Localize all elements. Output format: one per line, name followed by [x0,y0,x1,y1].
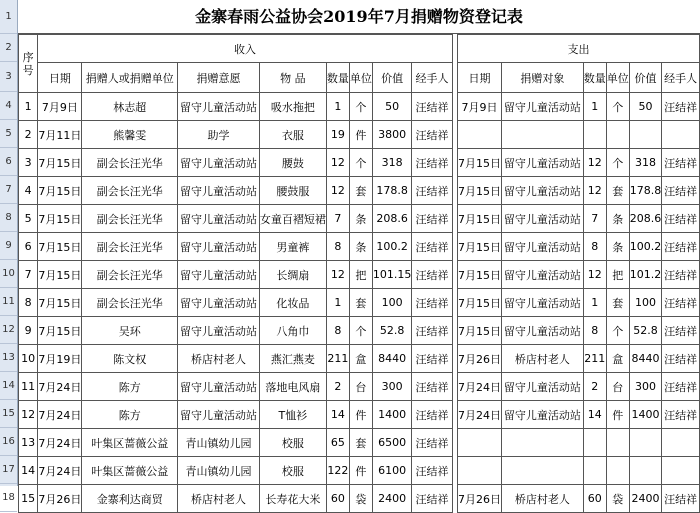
cell-item: 燕汇燕麦 [259,345,326,373]
cell-intent: 留守儿童活动站 [178,233,260,261]
cell-seq: 1 [19,93,38,121]
cell-handler: 汪结祥 [412,401,452,429]
cell-unit: 袋 [349,485,372,513]
cell-handler: 汪结祥 [412,289,452,317]
cell-out-target: 留守儿童活动站 [501,93,583,121]
cell-qty: 65 [326,429,349,457]
cell-donor: 林志超 [82,93,178,121]
cell-qty: 8 [326,317,349,345]
income-col-donor: 捐赠人或捐赠单位 [82,63,178,93]
cell-item: 男童裤 [259,233,326,261]
cell-value: 208.6 [372,205,412,233]
cell-out-target: 留守儿童活动站 [501,317,583,345]
cell-value: 6100 [372,457,412,485]
cell-handler: 汪结祥 [412,457,452,485]
cell-out-target: 留守儿童活动站 [501,177,583,205]
cell-out-qty: 60 [583,485,606,513]
cell-date: 7月26日 [38,485,82,513]
cell-date: 7月24日 [38,373,82,401]
cell-out-handler: 汪结祥 [662,317,700,345]
cell-out-unit: 条 [606,233,629,261]
cell-date: 7月15日 [38,317,82,345]
cell-handler: 汪结祥 [412,317,452,345]
cell-unit: 条 [349,205,372,233]
cell-out-qty: 1 [583,289,606,317]
cell-out-handler: 汪结祥 [662,177,700,205]
cell-seq: 13 [19,429,38,457]
cell-intent: 青山镇幼儿园 [178,429,260,457]
cell-out-unit [606,429,629,457]
table-row [19,233,700,261]
cell-out-value: 100 [629,289,662,317]
cell-value: 100 [372,289,412,317]
cell-date: 7月24日 [38,429,82,457]
cell-out-value: 52.8 [629,317,662,345]
cell-value: 101.15 [372,261,412,289]
cell-intent: 助学 [178,121,260,149]
cell-out-date: 7月15日 [457,233,501,261]
cell-unit: 台 [349,373,372,401]
cell-out-value [629,429,662,457]
cell-out-handler: 汪结祥 [662,289,700,317]
cell-item: 长寿花大米 [259,485,326,513]
cell-handler: 汪结祥 [412,429,452,457]
expense-col-value: 价值 [629,63,662,93]
cell-out-value: 318 [629,149,662,177]
cell-qty: 211 [326,345,349,373]
income-col-unit: 单位 [349,63,372,93]
cell-qty: 1 [326,289,349,317]
cell-donor: 副会长汪光华 [82,289,178,317]
cell-unit: 套 [349,289,372,317]
cell-donor: 陈文权 [82,345,178,373]
cell-out-date: 7月15日 [457,261,501,289]
cell-item: 女童百褶短裙 [259,205,326,233]
income-col-qty: 数量 [326,63,349,93]
cell-value: 8440 [372,345,412,373]
cell-qty: 60 [326,485,349,513]
cell-out-handler: 汪结祥 [662,485,700,513]
cell-out-unit: 台 [606,373,629,401]
cell-out-target: 留守儿童活动站 [501,261,583,289]
cell-handler: 汪结祥 [412,177,452,205]
cell-handler: 汪结祥 [412,485,452,513]
cell-date: 7月11日 [38,121,82,149]
cell-item: 化妆品 [259,289,326,317]
cell-out-qty [583,121,606,149]
row-number: 13 [0,344,17,372]
cell-date: 7月15日 [38,177,82,205]
cell-handler: 汪结祥 [412,205,452,233]
cell-out-date [457,121,501,149]
expense-col-qty: 数量 [583,63,606,93]
cell-out-unit: 套 [606,289,629,317]
cell-out-date: 7月24日 [457,373,501,401]
table-row [19,373,700,401]
cell-out-value: 208.6 [629,205,662,233]
expense-group-header: 支出 [457,35,699,63]
seq-header: 序号 [19,35,38,93]
cell-out-target: 桥店村老人 [501,485,583,513]
cell-intent: 桥店村老人 [178,485,260,513]
expense-col-handler: 经手人 [662,63,700,93]
cell-seq: 12 [19,401,38,429]
cell-out-qty: 8 [583,317,606,345]
cell-seq: 8 [19,289,38,317]
cell-qty: 19 [326,121,349,149]
cell-donor: 熊馨雯 [82,121,178,149]
cell-intent: 留守儿童活动站 [178,289,260,317]
cell-out-handler [662,121,700,149]
cell-value: 318 [372,149,412,177]
cell-out-unit [606,457,629,485]
row-number: 17 [0,456,17,484]
cell-item: 八角巾 [259,317,326,345]
cell-seq: 15 [19,485,38,513]
row-number: 9 [0,232,17,260]
row-number: 16 [0,428,17,456]
cell-out-qty: 211 [583,345,606,373]
cell-item: 吸水拖把 [259,93,326,121]
cell-out-date: 7月15日 [457,205,501,233]
cell-out-value [629,457,662,485]
row-number: 5 [0,120,17,148]
cell-out-handler [662,457,700,485]
cell-out-unit: 袋 [606,485,629,513]
cell-donor: 金寨利达商贸 [82,485,178,513]
cell-out-unit: 盒 [606,345,629,373]
row-number: 4 [0,92,17,120]
cell-donor: 副会长汪光华 [82,177,178,205]
cell-unit: 把 [349,261,372,289]
spreadsheet [18,0,700,506]
cell-intent: 留守儿童活动站 [178,373,260,401]
income-col-intent: 捐赠意愿 [178,63,260,93]
cell-out-date [457,457,501,485]
cell-out-qty: 7 [583,205,606,233]
cell-intent: 留守儿童活动站 [178,261,260,289]
cell-out-unit: 条 [606,205,629,233]
table-row [19,261,700,289]
cell-out-qty [583,429,606,457]
cell-out-qty: 12 [583,261,606,289]
table-row [19,485,700,513]
cell-out-handler: 汪结祥 [662,261,700,289]
cell-out-date: 7月15日 [457,149,501,177]
table-row [19,289,700,317]
cell-out-qty: 8 [583,233,606,261]
cell-out-value: 2400 [629,485,662,513]
cell-date: 7月15日 [38,289,82,317]
row-number: 6 [0,148,17,176]
cell-out-date: 7月15日 [457,289,501,317]
cell-handler: 汪结祥 [412,121,452,149]
cell-donor: 叶集区蔷薇公益 [82,457,178,485]
expense-col-date: 日期 [457,63,501,93]
cell-intent: 留守儿童活动站 [178,317,260,345]
row-number: 15 [0,400,17,428]
cell-seq: 5 [19,205,38,233]
cell-item: 腰鼓服 [259,177,326,205]
cell-date: 7月24日 [38,401,82,429]
cell-out-date: 7月26日 [457,345,501,373]
cell-seq: 4 [19,177,38,205]
cell-out-unit: 件 [606,401,629,429]
table-row [19,429,700,457]
cell-item: 落地电风扇 [259,373,326,401]
cell-date: 7月15日 [38,205,82,233]
cell-out-date [457,429,501,457]
row-number: 12 [0,316,17,344]
cell-handler: 汪结祥 [412,149,452,177]
row-number: 18 [0,484,17,512]
cell-intent: 桥店村老人 [178,345,260,373]
cell-out-handler: 汪结祥 [662,233,700,261]
cell-out-qty: 1 [583,93,606,121]
cell-out-value: 300 [629,373,662,401]
cell-value: 1400 [372,401,412,429]
table-row [19,317,700,345]
row-number: 3 [0,62,17,92]
cell-qty: 12 [326,149,349,177]
cell-value: 3800 [372,121,412,149]
cell-date: 7月9日 [38,93,82,121]
income-col-date: 日期 [38,63,82,93]
cell-date: 7月15日 [38,149,82,177]
cell-seq: 10 [19,345,38,373]
cell-out-target: 留守儿童活动站 [501,373,583,401]
cell-out-qty [583,457,606,485]
cell-intent: 青山镇幼儿园 [178,457,260,485]
cell-value: 178.8 [372,177,412,205]
cell-seq: 7 [19,261,38,289]
cell-donor: 副会长汪光华 [82,233,178,261]
cell-out-target: 留守儿童活动站 [501,149,583,177]
income-col-value: 价值 [372,63,412,93]
row-number: 1 [0,0,17,34]
income-col-handler: 经手人 [412,63,452,93]
cell-handler: 汪结祥 [412,345,452,373]
cell-intent: 留守儿童活动站 [178,205,260,233]
cell-date: 7月15日 [38,261,82,289]
expense-col-unit: 单位 [606,63,629,93]
table-row [19,121,700,149]
cell-out-target [501,121,583,149]
cell-out-handler: 汪结祥 [662,401,700,429]
cell-unit: 个 [349,317,372,345]
expense-col-target: 捐赠对象 [501,63,583,93]
cell-out-unit: 套 [606,177,629,205]
cell-out-target: 桥店村老人 [501,345,583,373]
cell-item: 校服 [259,457,326,485]
cell-unit: 件 [349,401,372,429]
cell-out-value: 101.2 [629,261,662,289]
cell-date: 7月19日 [38,345,82,373]
cell-out-qty: 12 [583,177,606,205]
cell-value: 2400 [372,485,412,513]
cell-out-unit [606,121,629,149]
income-col-item: 物 品 [259,63,326,93]
cell-out-handler [662,429,700,457]
row-number: 11 [0,288,17,316]
table-row [19,149,700,177]
cell-out-value: 100.2 [629,233,662,261]
cell-out-target [501,457,583,485]
cell-value: 6500 [372,429,412,457]
cell-seq: 2 [19,121,38,149]
cell-donor: 吴环 [82,317,178,345]
cell-seq: 6 [19,233,38,261]
cell-seq: 14 [19,457,38,485]
cell-item: 长绸扇 [259,261,326,289]
cell-unit: 套 [349,177,372,205]
cell-unit: 件 [349,457,372,485]
table-row [19,177,700,205]
table-row [19,93,700,121]
cell-donor: 陈方 [82,401,178,429]
cell-qty: 12 [326,261,349,289]
cell-out-date: 7月15日 [457,317,501,345]
cell-out-date: 7月24日 [457,401,501,429]
cell-intent: 留守儿童活动站 [178,177,260,205]
cell-out-qty: 2 [583,373,606,401]
cell-handler: 汪结祥 [412,233,452,261]
cell-out-handler: 汪结祥 [662,205,700,233]
cell-out-unit: 个 [606,149,629,177]
cell-donor: 副会长汪光华 [82,205,178,233]
cell-unit: 套 [349,429,372,457]
cell-out-date: 7月9日 [457,93,501,121]
row-number: 7 [0,176,17,204]
row-header-column [0,0,18,503]
cell-value: 100.2 [372,233,412,261]
cell-out-date: 7月26日 [457,485,501,513]
cell-out-target: 留守儿童活动站 [501,233,583,261]
cell-item: T恤衫 [259,401,326,429]
cell-unit: 个 [349,149,372,177]
row-number: 2 [0,34,17,62]
cell-qty: 8 [326,233,349,261]
cell-out-qty: 12 [583,149,606,177]
cell-item: 衣服 [259,121,326,149]
cell-seq: 3 [19,149,38,177]
cell-out-target: 留守儿童活动站 [501,401,583,429]
cell-out-target [501,429,583,457]
sheet-title: 金寨春雨公益协会2019年7月捐赠物资登记表 [18,0,700,34]
cell-date: 7月15日 [38,233,82,261]
cell-item: 校服 [259,429,326,457]
cell-out-value [629,121,662,149]
cell-out-value: 1400 [629,401,662,429]
cell-qty: 1 [326,93,349,121]
cell-out-target: 留守儿童活动站 [501,205,583,233]
table-row [19,401,700,429]
cell-unit: 盒 [349,345,372,373]
cell-value: 52.8 [372,317,412,345]
cell-qty: 7 [326,205,349,233]
cell-handler: 汪结祥 [412,373,452,401]
cell-unit: 件 [349,121,372,149]
cell-out-qty: 14 [583,401,606,429]
cell-seq: 11 [19,373,38,401]
cell-donor: 叶集区蔷薇公益 [82,429,178,457]
cell-qty: 2 [326,373,349,401]
cell-value: 300 [372,373,412,401]
cell-handler: 汪结祥 [412,93,452,121]
row-number: 10 [0,260,17,288]
cell-handler: 汪结祥 [412,261,452,289]
cell-intent: 留守儿童活动站 [178,93,260,121]
cell-out-handler: 汪结祥 [662,373,700,401]
cell-seq: 9 [19,317,38,345]
cell-out-unit: 个 [606,93,629,121]
table-row [19,205,700,233]
cell-date: 7月24日 [38,457,82,485]
cell-donor: 副会长汪光华 [82,149,178,177]
cell-value: 50 [372,93,412,121]
cell-donor: 陈方 [82,373,178,401]
cell-qty: 122 [326,457,349,485]
cell-out-target: 留守儿童活动站 [501,289,583,317]
table-row [19,457,700,485]
cell-out-unit: 个 [606,317,629,345]
income-group-header: 收入 [38,35,452,63]
cell-out-value: 8440 [629,345,662,373]
table-row [19,345,700,373]
cell-out-handler: 汪结祥 [662,149,700,177]
cell-out-unit: 把 [606,261,629,289]
cell-qty: 14 [326,401,349,429]
cell-item: 腰鼓 [259,149,326,177]
cell-out-value: 50 [629,93,662,121]
cell-intent: 留守儿童活动站 [178,149,260,177]
row-number: 8 [0,204,17,232]
row-number: 14 [0,372,17,400]
cell-donor: 副会长汪光华 [82,261,178,289]
cell-qty: 12 [326,177,349,205]
cell-out-date: 7月15日 [457,177,501,205]
cell-unit: 条 [349,233,372,261]
cell-unit: 个 [349,93,372,121]
cell-out-handler: 汪结祥 [662,93,700,121]
donation-table [18,34,700,513]
cell-out-value: 178.8 [629,177,662,205]
cell-intent: 留守儿童活动站 [178,401,260,429]
cell-out-handler: 汪结祥 [662,345,700,373]
